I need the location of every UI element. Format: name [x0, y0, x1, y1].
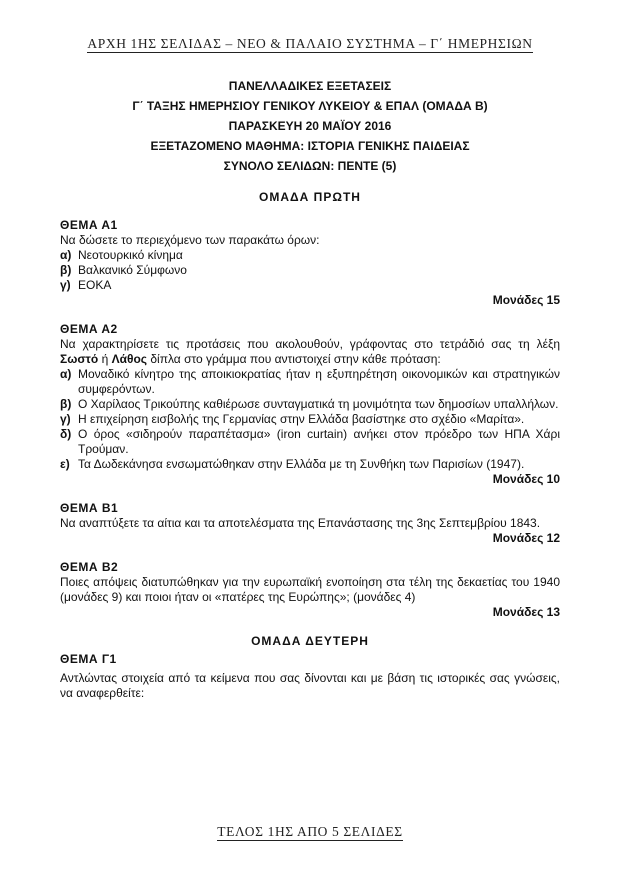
intro-text: Να χαρακτηρίσετε τις προτάσεις που ακολουθούν, γράφοντας στο τετράδιό σας τη λέξη: [60, 337, 560, 351]
item-text: Ο Χαρίλαος Τρικούπης καθιέρωσε συνταγματικά τη μονιμότητα των δημοσίων υπαλλήλων.: [78, 397, 559, 411]
group-title-first: ΟΜΑΔΑ ΠΡΩΤΗ: [259, 190, 361, 204]
list-item: [60, 412, 560, 427]
item-label: α): [60, 367, 72, 381]
item-label: β): [60, 397, 72, 411]
theme-heading-a2: ΘΕΜΑ Α2: [60, 322, 118, 336]
theme-a2-intro: [60, 337, 560, 367]
marks-a2: Μονάδες 10: [492, 472, 560, 486]
theme-heading-b1: ΘΕΜΑ Β1: [60, 501, 119, 515]
item-text: Μοναδικό κίνητρο της αποικιοκρατίας ήταν η εξυπηρέτηση οικονομικών και στρατηγικών συμφερόντων.: [78, 367, 560, 396]
item-label: β): [60, 263, 72, 277]
word-right: Σωστό: [60, 352, 99, 366]
list-item: [60, 263, 560, 278]
item-text: Τα Δωδεκάνησα ενσωματώθηκαν στην Ελλάδα με τη Συνθήκη των Παρισίων (1947).: [78, 457, 525, 471]
marks-b1: Μονάδες 12: [492, 531, 560, 545]
marks-a1: Μονάδες 15: [492, 293, 560, 307]
exam-title-line: Γ΄ ΤΑΞΗΣ ΗΜΕΡΗΣΙΟΥ ΓΕΝΙΚΟΥ ΛΥΚΕΙΟΥ & ΕΠΑΛ (ΟΜΑΔΑ Β): [132, 99, 488, 113]
list-item: [60, 397, 560, 412]
item-label: ε): [60, 457, 70, 471]
word-wrong: Λάθος: [111, 352, 148, 366]
theme-b2-text: Ποιες απόψεις διατυπώθηκαν για την ευρωπαϊκή ενοποίηση στα τέλη της δεκαετίας του 1940 (μονάδες 9) και ποιοι ήταν οι «πατέρες της Ευρώπης»; (μονάδες 4): [60, 575, 560, 604]
exam-title-line: ΕΞΕΤΑΖΟΜΕΝΟ ΜΑΘΗΜΑ: ΙΣΤΟΡΙΑ ΓΕΝΙΚΗΣ ΠΑΙΔΕΙΑΣ: [150, 139, 470, 153]
exam-title-line: ΣΥΝΟΛΟ ΣΕΛΙΔΩΝ: ΠΕΝΤΕ (5): [223, 159, 397, 173]
item-label: γ): [60, 278, 71, 292]
exam-content: [60, 76, 560, 701]
page-header-text: ΑΡΧΗ 1ΗΣ ΣΕΛΙΔΑΣ – ΝΕΟ & ΠΑΛΑΙΟ ΣΥΣΤΗΜΑ – Γ΄ ΗΜΕΡΗΣΙΩΝ: [87, 36, 533, 51]
list-item: [60, 248, 560, 263]
item-label: γ): [60, 412, 71, 426]
theme-heading-a1: ΘΕΜΑ Α1: [60, 218, 118, 232]
page-footer-text: ΤΕΛΟΣ 1ΗΣ ΑΠΟ 5 ΣΕΛΙΔΕΣ: [217, 824, 403, 839]
theme-c1-text: Αντλώντας στοιχεία από τα κείμενα που σας δίνονται και με βάση τις ιστορικές σας γνώσεις, να αναφερθείτε:: [60, 671, 560, 700]
theme-heading-c1: ΘΕΜΑ Γ1: [60, 652, 117, 666]
list-item: [60, 278, 560, 293]
theme-heading-b2: ΘΕΜΑ Β2: [60, 560, 119, 574]
exam-title-line: ΠΑΝΕΛΛΑΔΙΚΕΣ ΕΞΕΤΑΣΕΙΣ: [228, 79, 392, 93]
item-text: Η επιχείρηση εισβολής της Γερμανίας στην Ελλάδα βασίστηκε στο σχέδιο «Μαρίτα».: [78, 412, 525, 426]
item-text: Νεοτουρκικό κίνημα: [78, 248, 183, 262]
intro-text: ή: [98, 352, 112, 366]
page-header: [0, 36, 620, 52]
item-label: δ): [60, 427, 72, 441]
intro-text: δίπλα στο γράμμα που αντιστοιχεί στην κάθε πρόταση:: [147, 352, 441, 366]
item-label: α): [60, 248, 72, 262]
item-text: ΕΟΚΑ: [78, 278, 112, 292]
item-text: Ο όρος «σιδηρούν παραπέτασμα» (iron curtain) ανήκει στον πρόεδρο των ΗΠΑ Χάρι Τρούμαν.: [78, 427, 560, 456]
page-footer: [0, 824, 620, 840]
theme-b1-text: Να αναπτύξετε τα αίτια και τα αποτελέσματα της Επανάστασης της 3ης Σεπτεμβρίου 1843.: [60, 516, 541, 530]
list-item: [60, 367, 560, 397]
marks-b2: Μονάδες 13: [492, 605, 560, 619]
exam-title-block: [60, 76, 560, 176]
theme-a1-intro: Να δώσετε το περιεχόμενο των παρακάτω όρων:: [60, 233, 320, 247]
group-title-second: ΟΜΑΔΑ ΔΕΥΤΕΡΗ: [251, 634, 369, 648]
list-item: [60, 427, 560, 457]
list-item: [60, 457, 560, 472]
exam-title-line: ΠΑΡΑΣΚΕΥΗ 20 ΜΑΪΟΥ 2016: [228, 119, 392, 133]
item-text: Βαλκανικό Σύμφωνο: [78, 263, 187, 277]
